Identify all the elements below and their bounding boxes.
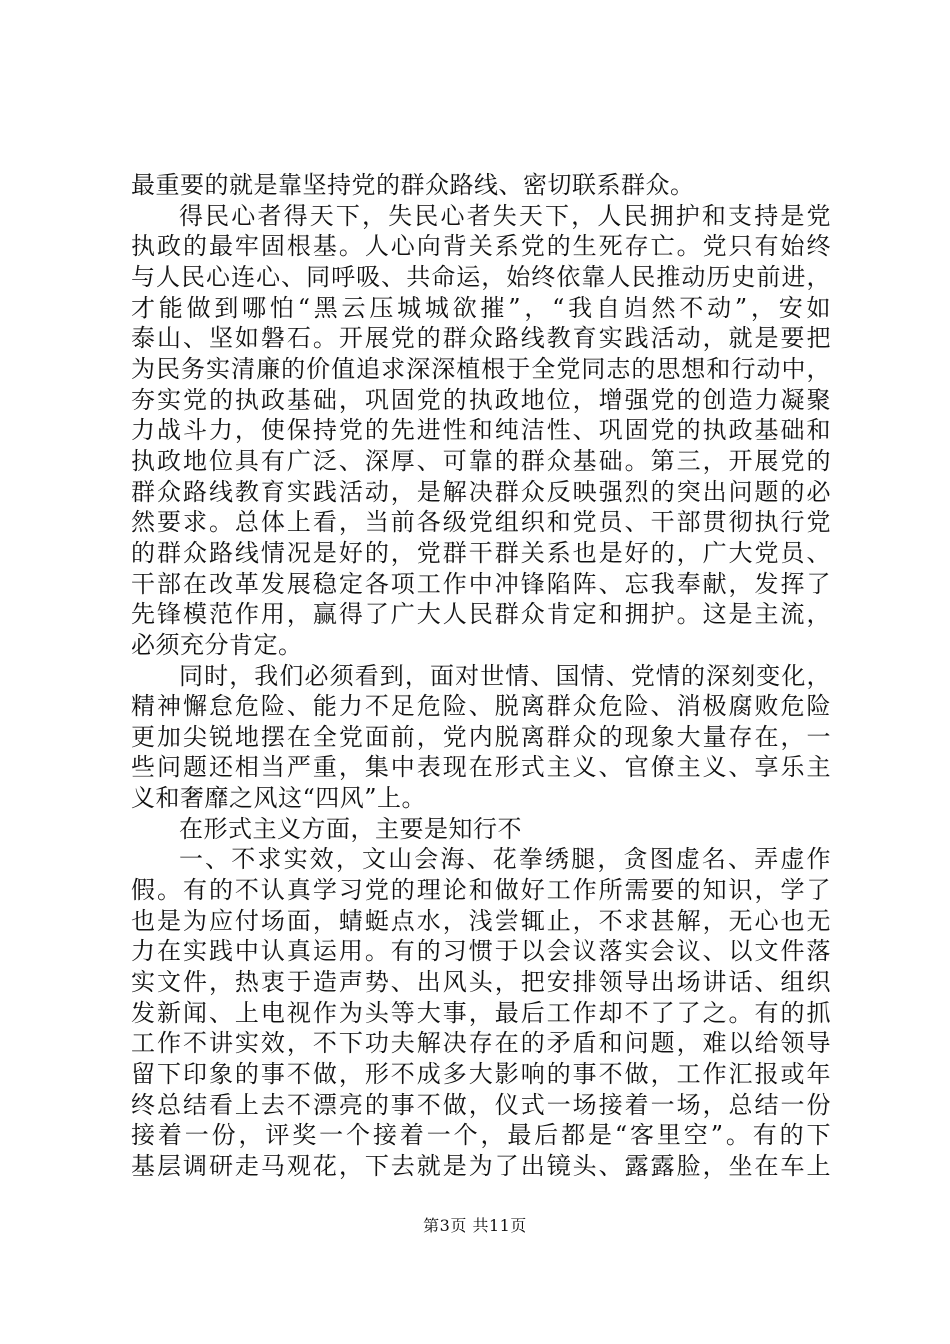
text-line: 力在实践中认真运用。有的习惯于以会议落实会议、以文件落 [131,937,831,966]
text-line: 工作不讲实效，不下功夫解决存在的矛盾和问题，难以给领导 [131,1029,831,1058]
text-line: 实文件，热衷于造声势、出风头，把安排领导出场讲话、组织 [131,968,831,997]
text-line: 最重要的就是靠坚持党的群众路线、密切联系群众。 [131,171,695,199]
text-line: 接着一份，评奖一个接着一个，最后都是“客里空”。有的下 [131,1121,831,1150]
text-line: 终总结看上去不漂亮的事不做，仪式一场接着一场，总结一份 [131,1090,831,1119]
text-line: 基层调研走马观花，下去就是为了出镜头、露露脸，坐在车上 [131,1152,831,1180]
text-line: 与人民心连心、同呼吸、共命运，始终依靠人民推动历史前进， [131,262,831,291]
document-body [131,170,831,1182]
text-line: 力战斗力，使保持党的先进性和纯洁性、巩固党的执政基础和 [131,416,831,445]
text-line: 一、不求实效，文山会海、花拳绣腿，贪图虚名、弄虚作 [179,845,831,874]
text-line: 干部在改革发展稳定各项工作中冲锋陷阵、忘我奉献，发挥了 [131,569,831,598]
text-line: 群众路线教育实践活动，是解决群众反映强烈的突出问题的必 [131,477,831,506]
text-line: 假。有的不认真学习党的理论和做好工作所需要的知识，学了 [131,876,831,905]
text-line: 夯实党的执政基础，巩固党的执政地位，增强党的创造力凝聚 [131,385,831,414]
text-line: 的群众路线情况是好的，党群干群关系也是好的，广大党员、 [131,538,831,567]
page-number-footer: 第3页 共11页 [423,1216,527,1235]
text-line: 必须充分肯定。 [131,630,303,659]
text-line: 才能做到哪怕“黑云压城城欲摧”，“我自岿然不动”，安如 [131,293,831,322]
text-line: 也是为应付场面，蜻蜓点水，浅尝辄止，不求甚解，无心也无 [131,906,831,935]
text-line: 执政的最牢固根基。人心向背关系党的生死存亡。党只有始终 [131,232,831,261]
text-line: 精神懈怠危险、能力不足危险、脱离群众危险、消极腐败危险 [131,692,831,721]
text-line: 发新闻、上电视作为头等大事，最后工作却不了了之。有的抓 [131,998,831,1027]
text-line: 泰山、坚如磐石。开展党的群众路线教育实践活动，就是要把 [131,324,831,353]
text-line: 执政地位具有广泛、深厚、可靠的群众基础。第三，开展党的 [131,446,831,475]
text-line: 更加尖锐地摆在全党面前，党内脱离群众的现象大量存在，一 [131,722,831,751]
text-line: 然要求。总体上看，当前各级党组织和党员、干部贯彻执行党 [131,508,831,537]
text-line: 得民心者得天下，失民心者失天下，人民拥护和支持是党 [179,201,831,230]
text-line: 为民务实清廉的价值追求深深植根于全党同志的思想和行动中， [131,354,831,383]
text-line: 在形式主义方面，主要是知行不 [179,814,522,843]
text-line: 些问题还相当严重，集中表现在形式主义、官僚主义、享乐主 [131,753,831,782]
text-line: 同时，我们必须看到，面对世情、国情、党情的深刻变化， [179,661,831,690]
text-line: 义和奢靡之风这“四风”上。 [131,784,427,813]
text-line: 先锋模范作用，赢得了广大人民群众肯定和拥护。这是主流， [131,600,831,629]
text-line: 留下印象的事不做，形不成多大影响的事不做，工作汇报或年 [131,1060,831,1089]
